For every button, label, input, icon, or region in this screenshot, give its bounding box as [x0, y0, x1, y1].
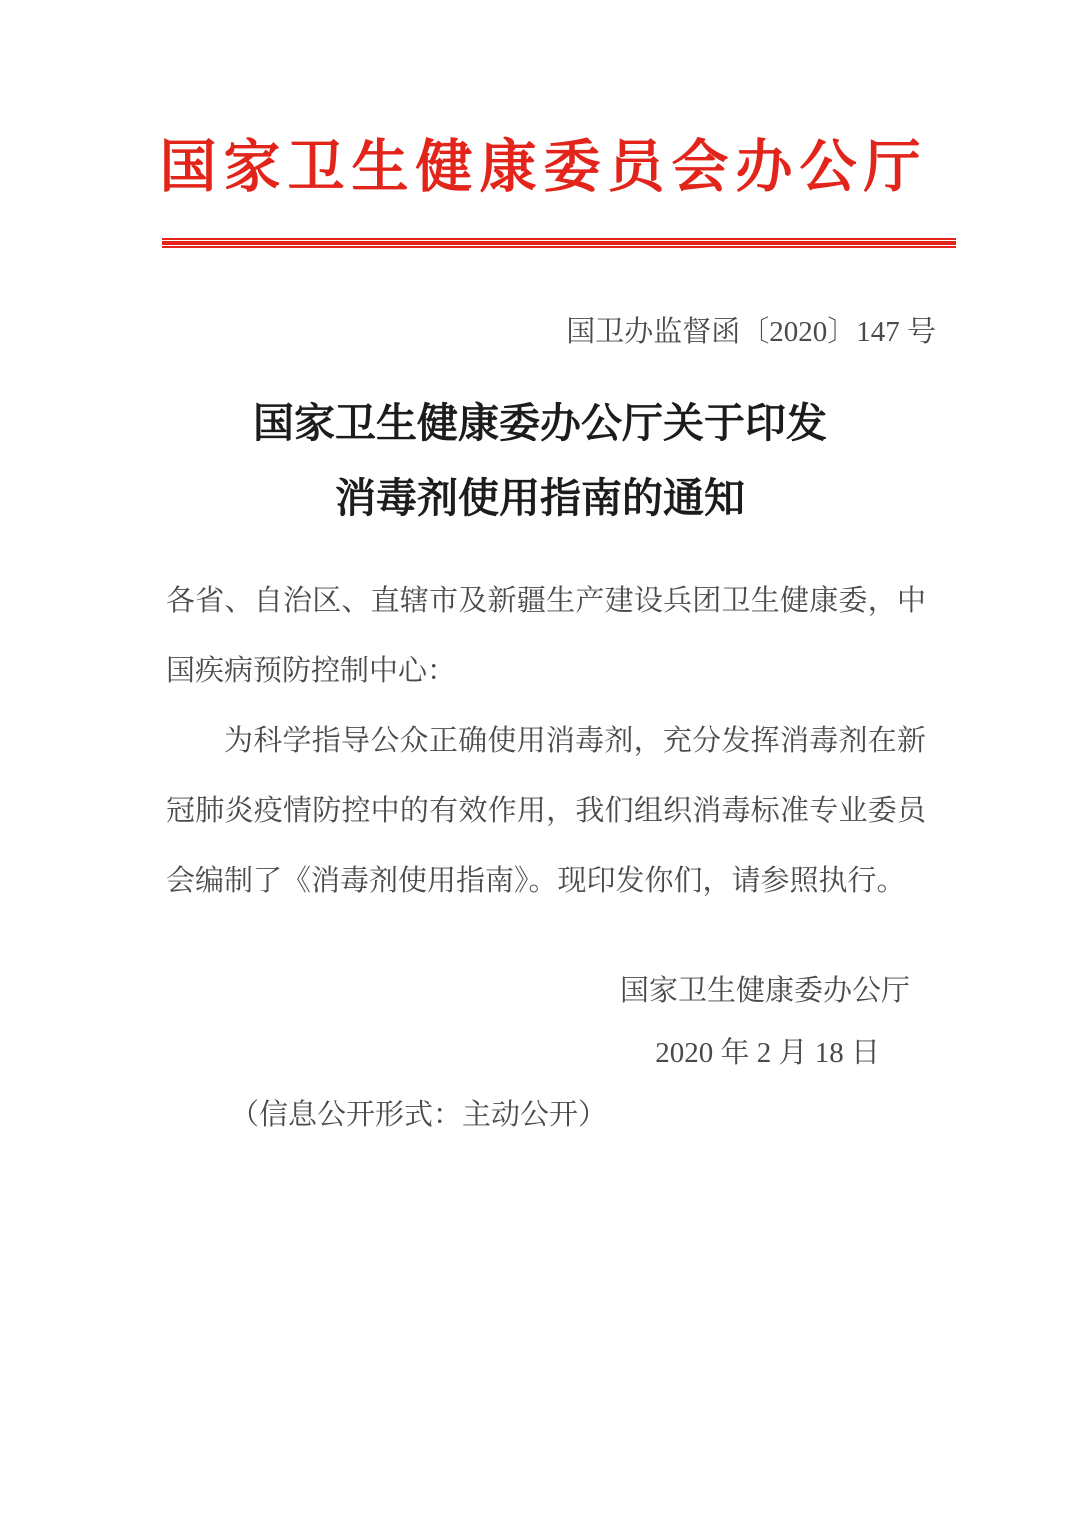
recipients-line-1: 各省、自治区、直辖市及新疆生产建设兵团卫生健康委，中	[166, 585, 926, 617]
document-reference-number: 国卫办监督函〔2020〕147 号	[566, 316, 936, 348]
document-title	[0, 386, 1080, 536]
paragraph-line-2: 冠肺炎疫情防控中的有效作用，我们组织消毒标准专业委员	[166, 795, 926, 827]
signature-date: 2020 年 2 月 18 日	[655, 1037, 880, 1069]
recipients-line-2: 国疾病预防控制中心：	[166, 655, 457, 687]
paragraph-line-1: 为科学指导公众正确使用消毒剂，充分发挥消毒剂在新	[224, 725, 926, 757]
document-title-line-2: 消毒剂使用指南的通知	[335, 475, 745, 521]
red-divider-rule	[162, 238, 956, 248]
red-rule-stripe-middle	[162, 241, 956, 245]
paragraph-line-3: 会编制了《消毒剂使用指南》。现印发你们，请参照执行。	[166, 865, 906, 897]
document-body	[166, 566, 926, 916]
signature-issuer: 国家卫生健康委办公厅	[619, 975, 910, 1007]
letterhead-agency-title: 国家卫生健康委员会办公厅	[159, 136, 928, 199]
disclosure-note: （信息公开形式：主动公开）	[230, 1099, 608, 1131]
document-title-line-1: 国家卫生健康委办公厅关于印发	[253, 400, 827, 446]
red-rule-stripe-top	[162, 238, 956, 240]
red-rule-stripe-bottom	[162, 246, 956, 248]
